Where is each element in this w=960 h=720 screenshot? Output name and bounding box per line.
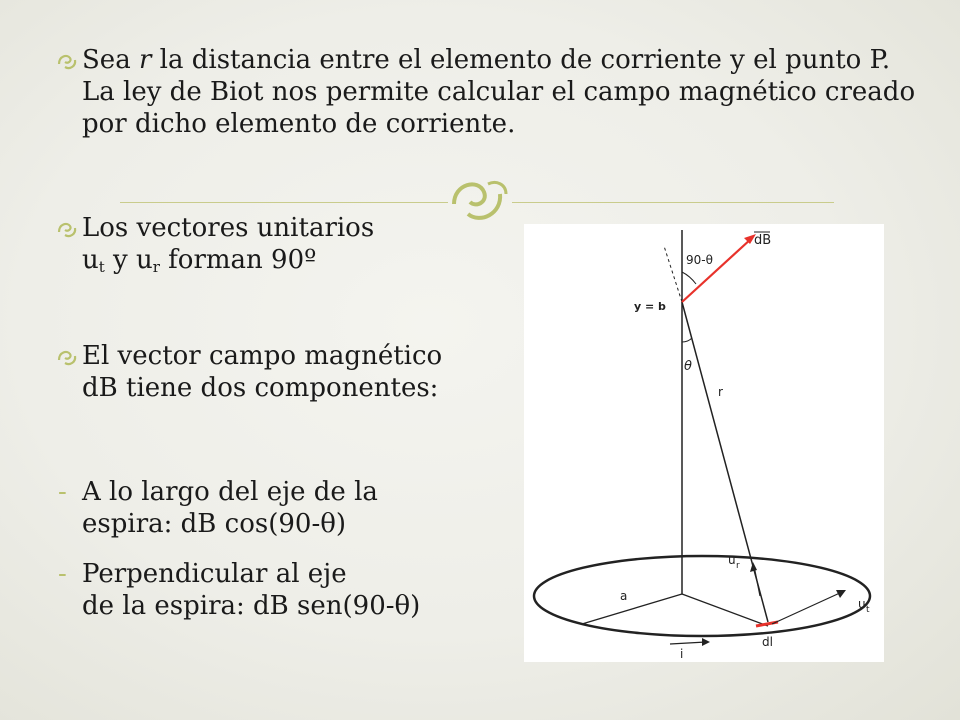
label-dB: dB	[754, 233, 772, 248]
current-loop	[534, 556, 870, 636]
label-r: r	[718, 385, 723, 399]
biot-savart-diagram	[524, 224, 884, 662]
label-ur: u	[728, 553, 736, 567]
curl-bullet-icon	[56, 50, 78, 72]
axial-component-text: A lo largo del eje de la espira: dB cos(90-θ)	[82, 477, 378, 539]
unit-vectors-bullet	[56, 212, 476, 276]
radius-line	[582, 594, 682, 624]
center-to-dl-line	[682, 594, 768, 626]
angle-arc-theta	[682, 338, 692, 342]
label-theta: θ	[684, 359, 692, 374]
dB-vector	[682, 238, 752, 302]
label-ut-sub: t	[866, 605, 870, 615]
curl-bullet-icon	[56, 218, 78, 240]
current-arrow	[670, 642, 706, 644]
construction-line	[664, 246, 682, 302]
field-components-text: El vector campo magnético dB tiene dos componentes:	[82, 341, 443, 403]
label-i: i	[680, 647, 684, 661]
angle-arc-top	[682, 272, 696, 284]
intro-bullet	[56, 44, 916, 140]
ut-vector	[772, 592, 842, 624]
label-dl: dl	[762, 635, 773, 649]
label-a: a	[620, 589, 628, 603]
field-components-bullet	[56, 340, 476, 404]
ur-arrowhead	[750, 562, 757, 572]
unit-vectors-text: Los vectores unitarios $u_t$ y $u_r$ forman 90º	[82, 213, 375, 276]
dash-marker: -	[58, 477, 67, 507]
curl-bullet-icon	[56, 346, 78, 368]
label-90-theta: 90-θ	[686, 253, 713, 267]
label-ut: u	[858, 597, 866, 611]
label-ur-sub: r	[736, 561, 740, 571]
current-arrowhead	[702, 638, 710, 646]
diagram-svg	[524, 224, 884, 662]
label-y-b: y = b	[634, 300, 666, 313]
intro-text: Sea r la distancia entre el elemento de corriente y el punto P. La ley de Biot nos permite calcular el campo magnético creado por dicho elemento de corriente.	[82, 45, 916, 139]
divider-line-left	[120, 202, 448, 203]
perpendicular-component-text: Perpendicular al eje de la espira: dB sen(90-θ)	[82, 559, 421, 621]
divider-line-right	[512, 202, 834, 203]
dash-marker: -	[58, 559, 67, 589]
